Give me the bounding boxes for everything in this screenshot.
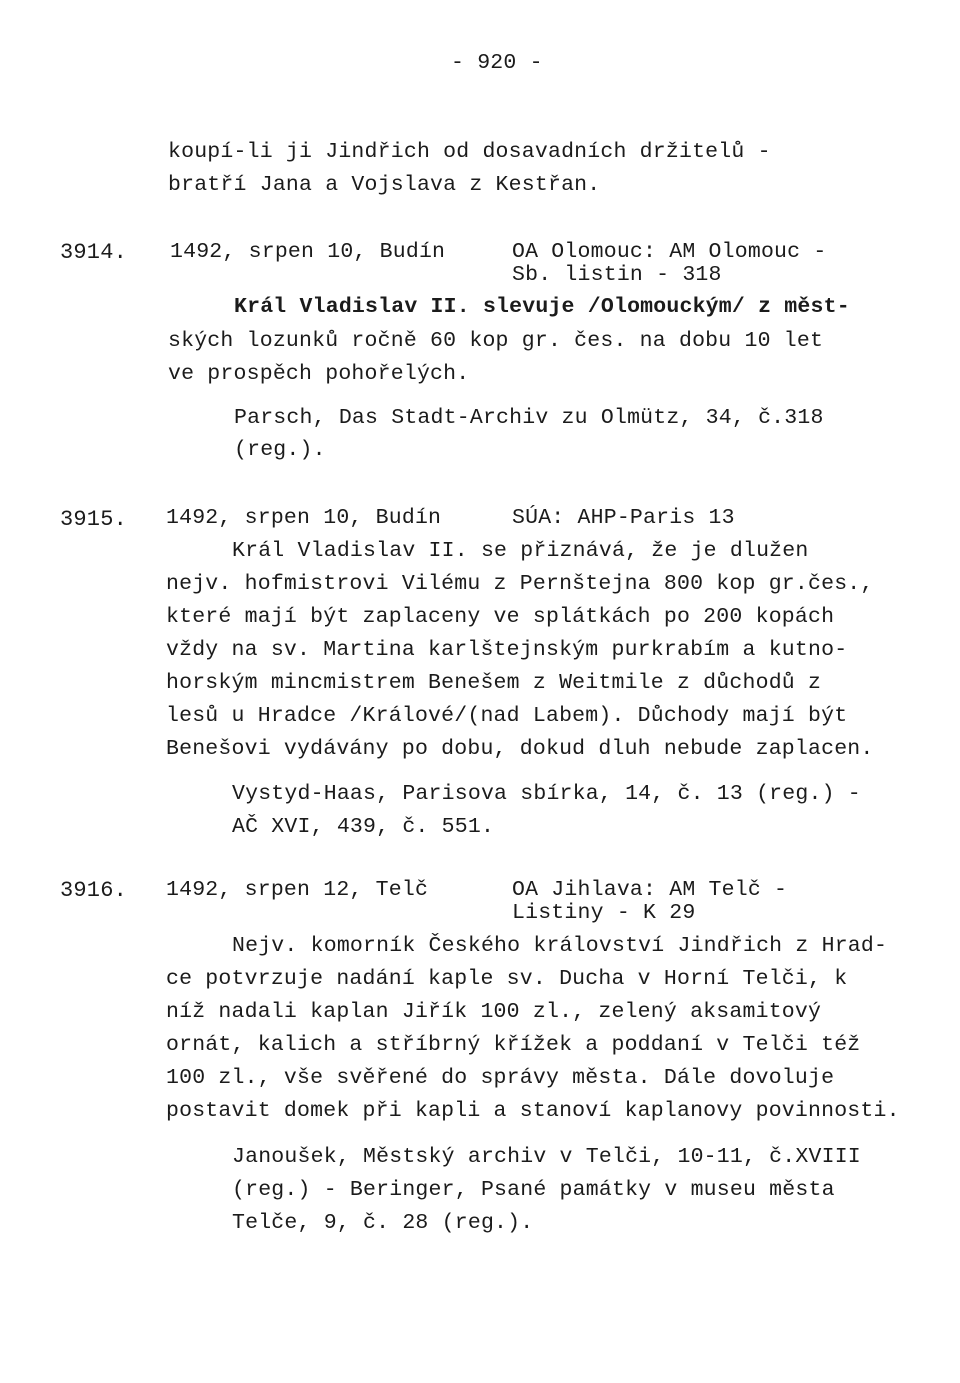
entry-date: 1492, srpen 10, Budín (170, 240, 446, 264)
entry-reference: AČ XVI, 439, č. 551. (232, 815, 495, 839)
entry-number: 3916. (60, 878, 128, 903)
entry-text-line: vždy na sv. Martina karlštejnským purkrabím a kutno- (166, 638, 848, 662)
entry-reference: Vystyd-Haas, Parisova sbírka, 14, č. 13 (reg.) - (232, 782, 861, 806)
entry-text-line: ve prospěch pohořelých. (168, 362, 470, 386)
entry-text-line: níž nadali kaplan Jiřík 100 zl., zelený aksamitový (166, 1000, 822, 1024)
entry-number: 3914. (60, 240, 128, 265)
page-number: - 920 - (451, 51, 543, 75)
entry-number: 3915. (60, 507, 128, 532)
intro-line: koupí-li ji Jindřich od dosavadních držitelů - (168, 140, 771, 164)
entry-source: Sb. listin - 318 (512, 263, 722, 287)
entry-text-line: ských lozunků ročně 60 kop gr. čes. na dobu 10 let (168, 329, 824, 353)
entry-text-line: lesů u Hradce /Králové/(nad Labem). Důchody mají být (166, 704, 848, 728)
entry-text-line: 100 zl., vše svěřené do správy města. Dále dovoluje (166, 1066, 835, 1090)
entry-reference: Janoušek, Městský archiv v Telči, 10-11, č.XVIII (232, 1145, 861, 1169)
entry-source: SÚA: AHP-Paris 13 (512, 506, 735, 530)
intro-line: bratří Jana a Vojslava z Kestřan. (168, 173, 601, 197)
entry-date: 1492, srpen 10, Budín (166, 506, 442, 530)
entry-source: Listiny - K 29 (512, 901, 696, 925)
entry-text-line: Nejv. komorník Českého království Jindřich z Hrad- (232, 934, 888, 958)
entry-text-line: horským mincmistrem Benešem z Weitmile z důchodů z (166, 671, 822, 695)
entry-text-line: Král Vladislav II. se přiznává, že je dlužen (232, 539, 809, 563)
entry-reference: (reg.) - Beringer, Psané památky v museu města (232, 1178, 835, 1202)
entry-text-line: ce potvrzuje nadání kaple sv. Ducha v Horní Telči, k (166, 967, 848, 991)
entry-reference: Telče, 9, č. 28 (reg.). (232, 1211, 534, 1235)
entry-text-line: Král Vladislav II. slevuje /Olomouckým/ z měst- (234, 295, 850, 319)
entry-reference: (reg.). (234, 438, 326, 462)
entry-source: OA Olomouc: AM Olomouc - (512, 240, 827, 264)
entry-text-line: ornát, kalich a stříbrný křížek a poddaní v Telči též (166, 1033, 861, 1057)
entry-reference: Parsch, Das Stadt-Archiv zu Olmütz, 34, č.318 (234, 406, 824, 430)
entry-date: 1492, srpen 12, Telč (166, 878, 429, 902)
entry-text-line: které mají být zaplaceny ve splátkách po 200 kopách (166, 605, 835, 629)
entry-text-line: nejv. hofmistrovi Vilému z Pernštejna 800 kop gr.čes., (166, 572, 874, 596)
entry-text-line: Benešovi vydávány po dobu, dokud dluh nebude zaplacen. (166, 737, 874, 761)
entry-text-line: postavit domek při kapli a stanoví kaplanovy povinnosti. (166, 1099, 900, 1123)
entry-source: OA Jihlava: AM Telč - (512, 878, 788, 902)
